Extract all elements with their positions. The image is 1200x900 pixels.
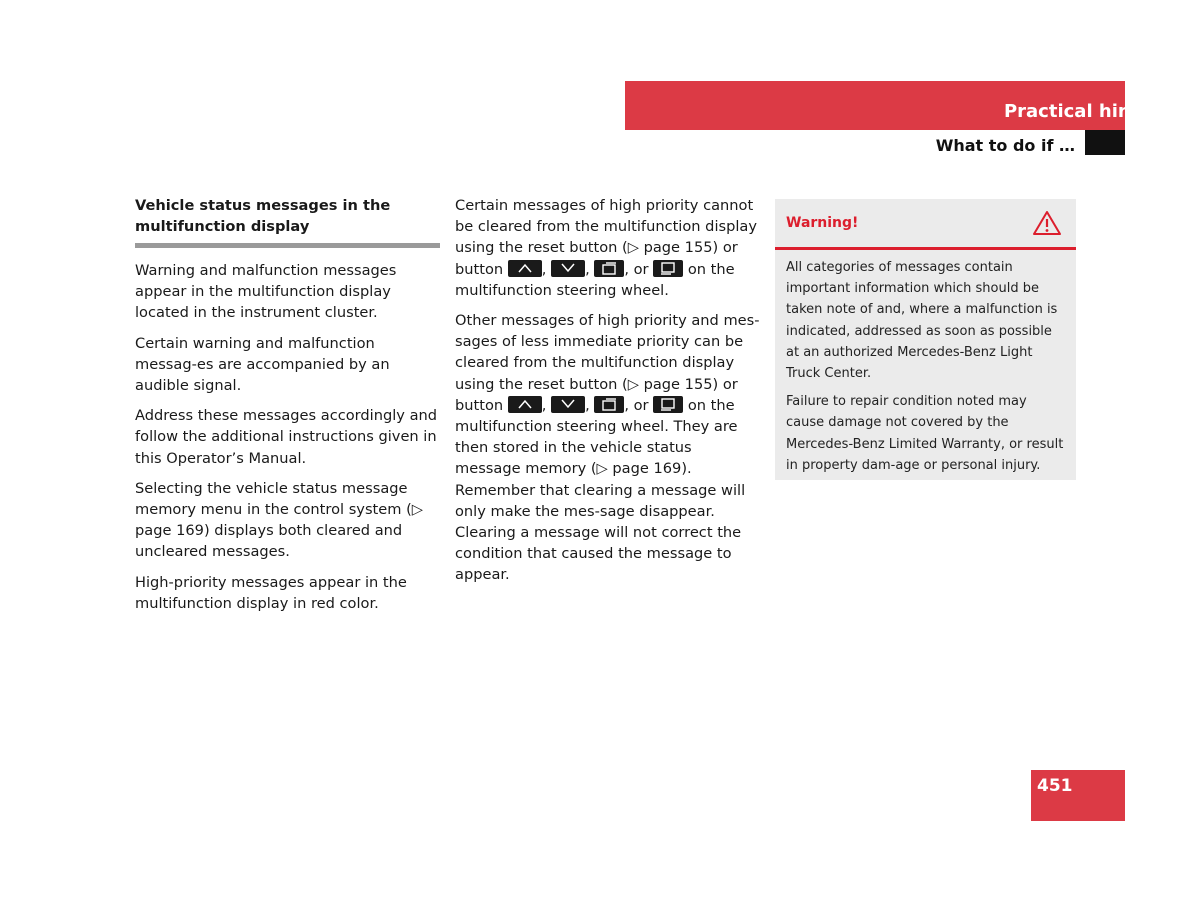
paragraph <box>455 195 760 301</box>
page-back-button-icon <box>594 396 624 413</box>
header-marker-block <box>1085 130 1125 155</box>
middle-column <box>455 195 760 595</box>
paragraph: Certain warning and malfunction messag-es are accompanied by an audible signal. <box>135 334 390 395</box>
separator: , or <box>624 260 649 278</box>
paragraph-text: Other messages of high priority and mes-sages of less immediate priority can be cleared from the multifunction display using the reset button (▷ page 155) or button <box>455 312 760 414</box>
arrow-up-button-icon <box>508 260 542 277</box>
separator: , <box>541 260 547 278</box>
separator: , <box>585 260 590 278</box>
separator: , <box>585 396 590 414</box>
page-subtitle: What to do if … <box>935 136 1075 155</box>
page-number: 451 <box>1037 776 1073 796</box>
section-title: Vehicle status messages in the multifunction display <box>135 195 440 248</box>
left-column <box>135 195 440 623</box>
paragraph <box>455 310 760 586</box>
separator: , or <box>624 396 649 414</box>
separator: , <box>541 396 547 414</box>
warning-header <box>775 199 1076 250</box>
page-forward-button-icon <box>653 396 683 413</box>
paragraph: Selecting the vehicle status message memory menu in the control system (▷ page 169) displays both cleared and uncleared messages. <box>135 479 424 561</box>
arrow-down-button-icon <box>551 396 585 413</box>
paragraph-text: on the multifunction steering wheel. They are then stored in the vehicle status message memory (▷ page 169). Remember that clearing a message will only make the mes-sage disappear. Clearing a message will not correct the condition that caused the message to appear. <box>455 396 746 584</box>
warning-triangle-icon <box>1032 210 1062 240</box>
warning-title: Warning! <box>786 215 859 231</box>
warning-paragraph: Failure to repair condition noted may cause damage not covered by the Mercedes-Benz Limited Warranty, or result in property dam-age or personal injury. <box>786 394 1064 473</box>
paragraph-text: Certain messages of high priority cannot be cleared from the multifunction display using the reset button (▷ page 155) or button <box>455 197 758 278</box>
warning-body <box>775 250 1076 476</box>
paragraph-text: on the multifunction steering wheel. <box>455 260 735 299</box>
arrow-up-button-icon <box>508 396 542 413</box>
warning-paragraph: All categories of messages contain important information which should be taken note of and, where a malfunction is indicated, addressed as soon as possible at an authorized Mercedes-Benz Light Truck Center. <box>786 260 1058 382</box>
page-title: Practical hints <box>1003 101 1150 122</box>
warning-box <box>775 199 1076 480</box>
paragraph: Address these messages accordingly and follow the additional instructions given in this Operator’s Manual. <box>135 407 438 467</box>
page-back-button-icon <box>594 260 624 277</box>
page-forward-button-icon <box>653 260 683 277</box>
paragraph: Warning and malfunction messages appear in the multifunction display located in the instrument cluster. <box>135 262 397 322</box>
arrow-down-button-icon <box>551 260 585 277</box>
paragraph: High-priority messages appear in the multifunction display in red color. <box>135 573 407 612</box>
